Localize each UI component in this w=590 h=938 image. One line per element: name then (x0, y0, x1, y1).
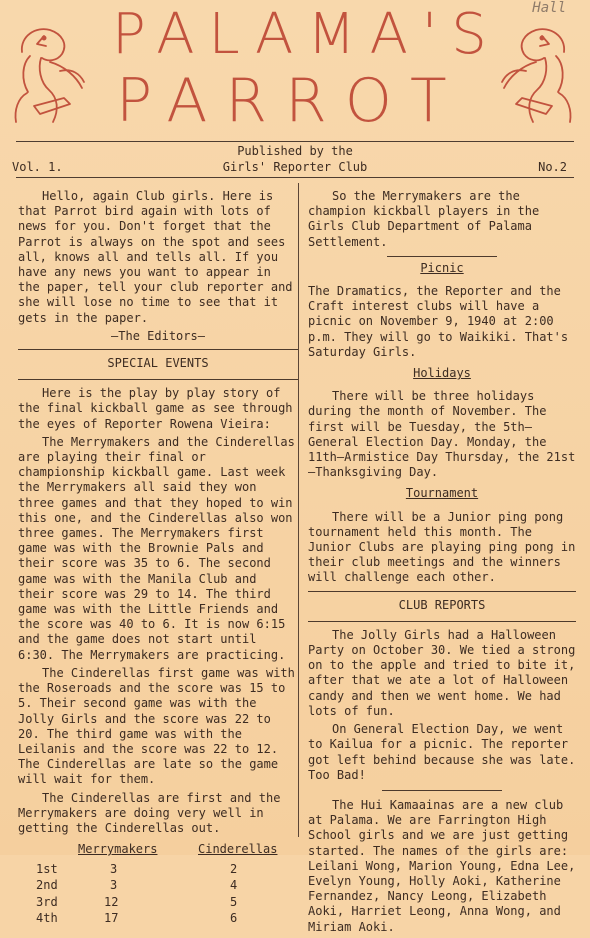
header-bottom-rule (16, 177, 574, 178)
cinderellas-score: 6 (230, 910, 238, 925)
club-report-3: The Hui Kamaainas are a new club at Palama. We are Farrington High School girls and we are just getting started. The names of the girls are: Leilani Wong, Marion Young, Edna Lee, Evelyn Young, Holly Aoki, Katherine Fernandez, Nancy Leong, Elizabeth Aoki, Harriet Leong, Anna Wong, and Miriam Aoki. (308, 797, 576, 934)
table-row (36, 862, 277, 878)
tournament-paragraph: There will be a Junior ping pong tournament held this month. The Junior Clubs are playing ping pong in their club meetings and the winners will challenge each other. (308, 509, 576, 585)
masthead-line1: PALAMA'S (112, 2, 501, 67)
cinderellas-paragraph: The Cinderellas first game was with the Roseroads and the score was 15 to 5. Their second game was with the Jolly Girls and the score was 22 to 20. The third game was with the Leilanis and the score was 22 to 12. The Cinderellas are late so the game will wait for them. (18, 665, 295, 787)
merrymakers-paragraph: The Merrymakers and the Cinderellas are playing their final or championship kickball game. Last week the Merrymakers all said they won three games and that they hoped to win this one, and the Cinderellas also won three games. The Merrymakers first game was with the Brownie Pals and their score was 35 to 6. The second game was with the Manila Club and their score was 29 to 14. The third game was with the Little Friends and the score was 40 to 6. It is now 6:15 and the game does not start until 6:30. The Merrymakers are practicing. (18, 434, 295, 662)
merrymakers-score: 3 (110, 878, 118, 893)
publisher-line1: Published by the (237, 144, 353, 158)
top-rule (16, 141, 574, 142)
left-rule-1 (18, 349, 298, 350)
tournament-heading: Tournament (405, 486, 479, 501)
masthead (0, 0, 590, 140)
left-column (18, 189, 298, 927)
picnic-paragraph: The Dramatics, the Reporter and the Craft interest clubs will have a picnic on November 9, 1940 at 2:00 p.m. They will go to Waikiki. That's Saturday Girls. (308, 284, 569, 359)
masthead-line2: PARROT (116, 66, 465, 136)
merrymakers-score: 12 (104, 894, 119, 909)
merrymakers-score: 3 (110, 862, 118, 877)
table-row (36, 895, 277, 911)
picnic-heading: Picnic (420, 260, 464, 275)
right-column (308, 189, 576, 938)
special-events-intro: Here is the play by play story of the final kickball game as see through the eyes of Reporter Rowena Vieira: (18, 386, 293, 431)
pencil-note: Hall (532, 0, 566, 16)
inning-label: 2nd (36, 878, 58, 893)
leading-paragraph: The Cinderellas are first and the Merrymakers are doing very well in getting the Cinderellas out. (18, 790, 281, 835)
club-report-2: On General Election Day, we went to Kailua for a picnic. The reporter got left behind because she was late. Too Bad! (308, 722, 576, 782)
intro-paragraph: Hello, again Club girls. Here is that Parrot bird again with lots of news for you. Don't forget that the Parrot is always on the spot and sees all, knows all and tells all. If you have any news you want to appear in the paper, tell your club reporter and she will lose no time to see that it gets in the paper. (18, 189, 293, 325)
holidays-heading: Holidays (413, 366, 471, 381)
score-header-cinderellas: Cinderellas (198, 842, 278, 857)
table-row (36, 911, 277, 927)
cinderellas-score: 5 (230, 894, 238, 909)
score-header-merrymakers: Merrymakers (78, 842, 158, 857)
cinderellas-score: 4 (230, 878, 238, 893)
inning-label: 3rd (36, 894, 58, 909)
inning-label: 4th (36, 910, 58, 925)
publisher-line2: Girls' Reporter Club (222, 160, 368, 174)
cinderellas-score: 2 (230, 862, 238, 877)
issue-label: No.2 (538, 160, 567, 174)
left-rule-2 (18, 379, 298, 380)
parrot-right-icon (494, 18, 576, 130)
club-reports-heading: CLUB REPORTS (398, 597, 486, 612)
parrot-left-icon (10, 18, 92, 130)
right-rule-1 (308, 591, 576, 592)
column-divider (298, 183, 299, 837)
editors-signature: —The Editors— (111, 328, 205, 343)
champions-paragraph: So the Merrymakers are the champion kickball players in the Girls Club Department of Palama Settlement. (308, 189, 540, 249)
table-row (36, 878, 277, 894)
right-rule-2 (308, 621, 576, 622)
club-report-divider (382, 790, 502, 791)
special-events-heading: SPECIAL EVENTS (107, 356, 209, 371)
inning-label: 1st (36, 862, 58, 877)
picnic-divider (387, 256, 497, 257)
merrymakers-score: 17 (104, 910, 119, 925)
club-report-1: The Jolly Girls had a Halloween Party on October 30. We tied a strong on to the apple and tried to bite it, after that we ate a lot of Halloween candy and then we went home. We had lots of fun. (308, 627, 576, 718)
volume-label: Vol. 1. (12, 160, 63, 174)
holidays-paragraph: There will be three holidays during the month of November. The first will be Tuesday, the 5th—General Election Day. Monday, the 11th—Armistice Day Thursday, the 21st—Thanksgiving Day. (308, 389, 576, 480)
